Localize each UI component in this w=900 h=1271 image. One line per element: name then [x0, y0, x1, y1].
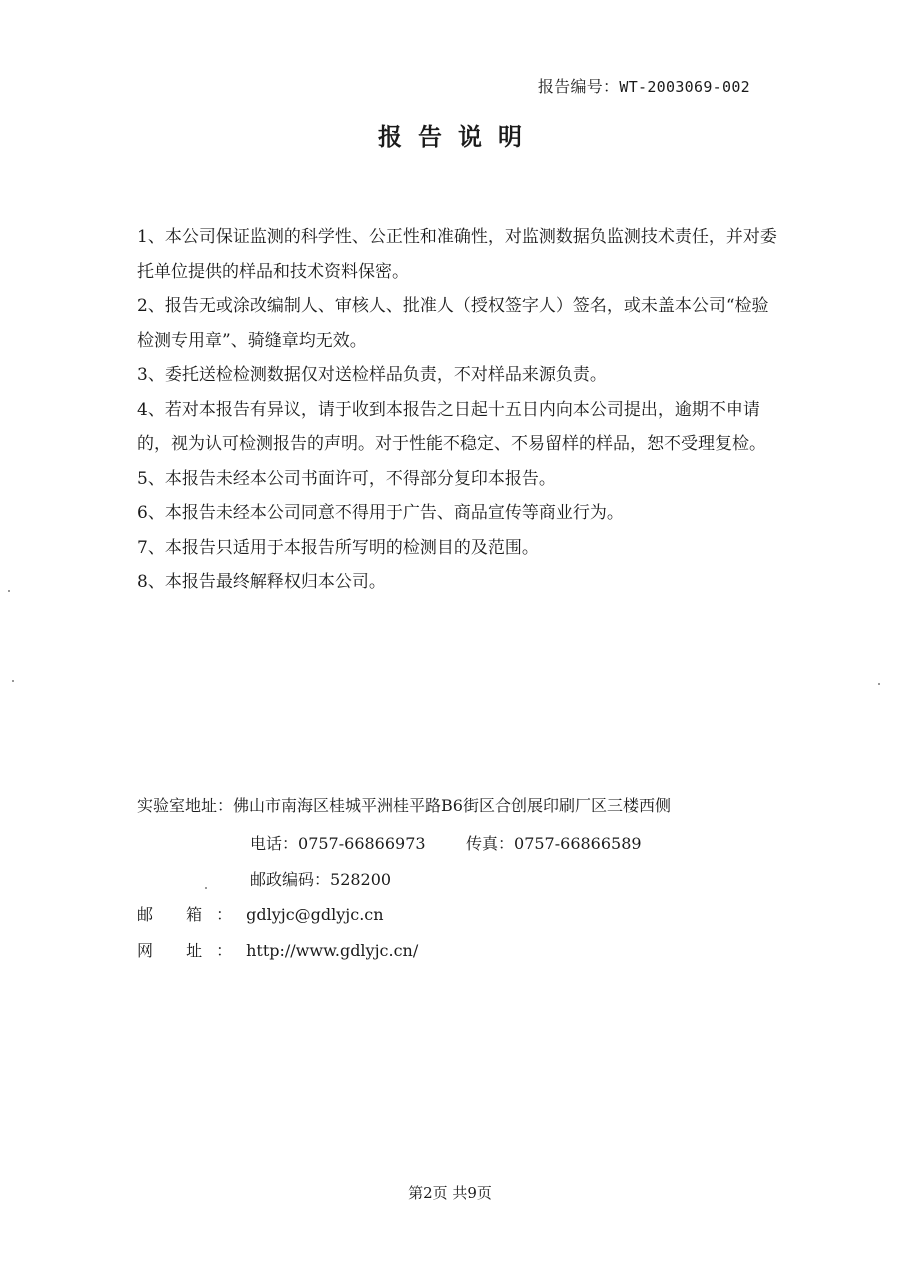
lab-address [137, 793, 671, 816]
page-indicator: 第2页 共9页 [408, 1184, 492, 1202]
website-label: 网 址： [137, 941, 247, 960]
report-number-label: 报告编号： [537, 77, 620, 96]
scan-speck [8, 590, 10, 592]
phone-value: 0757-66866973 [298, 834, 426, 853]
term-item-1: 1、本公司保证监测的科学性、公正性和准确性，对监测数据负监测技术责任，并对委托单位提供的样品和技术资料保密。 [137, 227, 777, 282]
email-value[interactable]: gdlyjc@gdlyjc.cn [246, 905, 384, 924]
term-item-7: 7、本报告只适用于本报告所写明的检测目的及范围。 [137, 537, 539, 558]
term-item-3: 3、委托送检检测数据仅对送检样品负责，不对样品来源负责。 [137, 365, 607, 385]
fax-value: 0757-66866589 [514, 834, 642, 853]
postal-value: 528200 [330, 870, 392, 889]
report-number-value: WT-2003069-002 [619, 78, 750, 96]
fax-label: 传真： [466, 834, 515, 853]
terms-list [137, 220, 777, 600]
website [137, 938, 418, 961]
phone [250, 831, 426, 854]
term-item-8: 8、本报告最终解释权归本公司。 [137, 572, 386, 592]
address-label: 实验室地址： [137, 796, 234, 815]
postal-label: 邮政编码： [250, 870, 331, 889]
term-item-2: 2、报告无或涂改编制人、审核人、批准人（授权签字人）签名，或未盖本公司“检验检测专用章”、骑缝章均无效。 [137, 296, 769, 351]
scan-speck [205, 887, 207, 889]
postal-code [250, 867, 391, 890]
term-item-4: 4、若对本报告有异议，请于收到本报告之日起十五日内向本公司提出，逾期不申请的，视为认可检测报告的声明。对于性能不稳定、不易留样的样品，恕不受理复检。 [137, 399, 766, 454]
address-value: 佛山市南海区桂城平洲桂平路B6街区合创展印刷厂区三楼西侧 [233, 796, 671, 815]
term-item-5: 5、本报告未经本公司书面许可，不得部分复印本报告。 [137, 468, 556, 489]
website-value[interactable]: http://www.gdlyjc.cn/ [246, 941, 419, 960]
scan-speck [878, 683, 880, 685]
scan-speck [12, 680, 14, 682]
phone-label: 电话： [250, 834, 299, 853]
fax [466, 831, 642, 854]
report-number [538, 74, 750, 97]
term-item-6: 6、本报告未经本公司同意不得用于广告、商品宣传等商业行为。 [137, 503, 624, 523]
page-title: 报告说明 [378, 122, 538, 151]
email-label: 邮 箱： [137, 905, 247, 924]
email [137, 902, 384, 925]
